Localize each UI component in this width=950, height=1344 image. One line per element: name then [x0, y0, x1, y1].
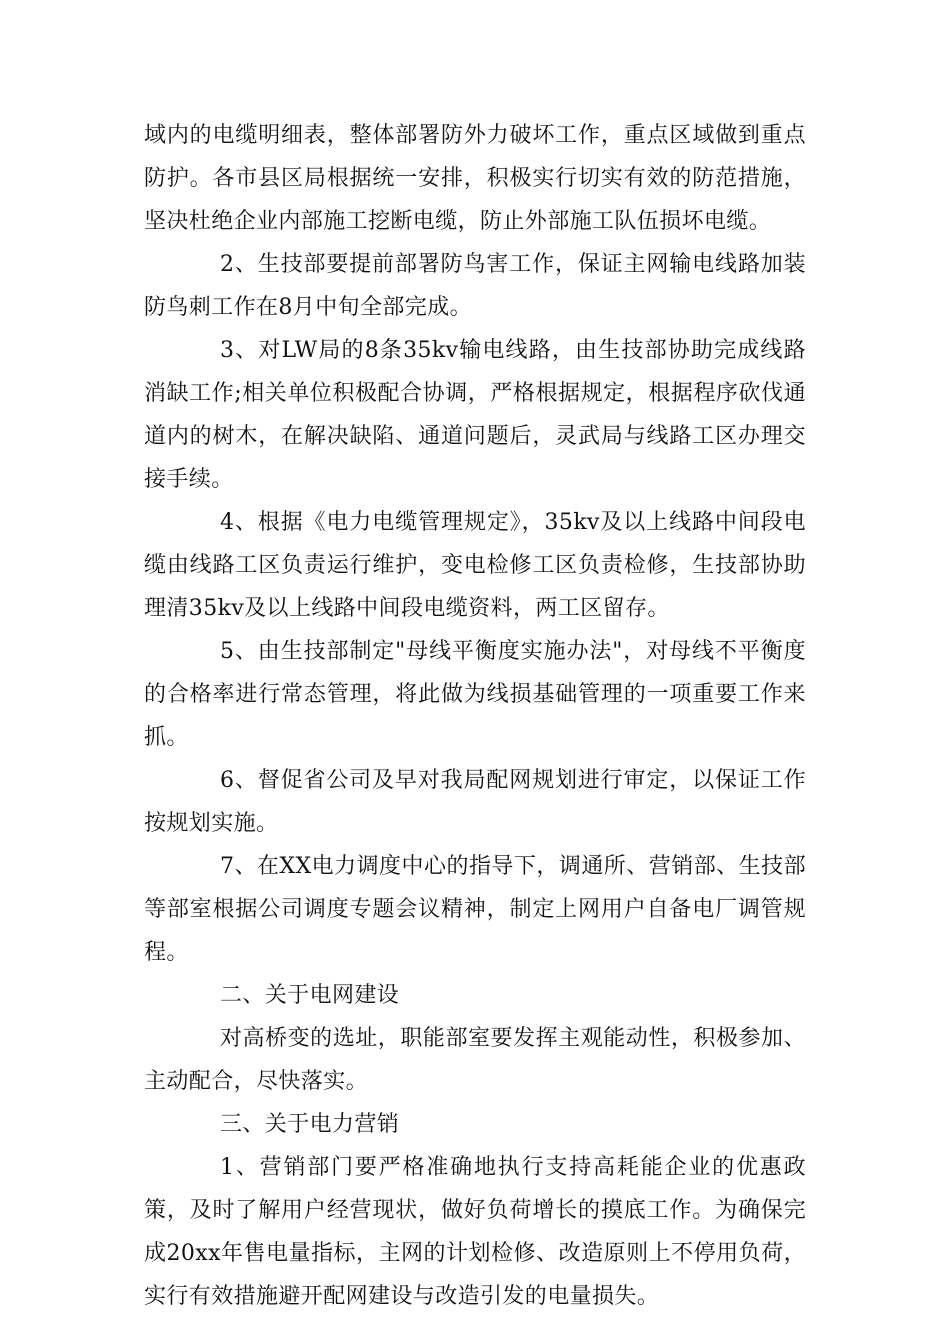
- paragraph-item-7-dispatch: 7、在XX电力调度中心的指导下，调通所、营销部、生技部等部室根据公司调度专题会议精神，制定上网用户自备电厂调管规程。: [144, 854, 806, 965]
- paragraph-item-2-bird-protection: 2、生技部要提前部署防鸟害工作，保证主网输电线路加装防鸟刺工作在8月中旬全部完成。: [144, 252, 806, 320]
- paragraph-item-4-cable-rules: 4、根据《电力电缆管理规定》，35kv及以上线路中间段电缆由线路工区负责运行维护，变电检修工区负责检修，生技部协助理清35kv及以上线路中间段电缆资料，两工区留存。: [144, 510, 806, 621]
- paragraph-substation-siting: 对高桥变的选址，职能部室要发挥主观能动性，积极参加、主动配合，尽快落实。: [144, 1026, 806, 1094]
- paragraph-cable-protection: 域内的电缆明细表，整体部署防外力破坏工作，重点区域做到重点防护。各市县区局根据统一安排，积极实行切实有效的防范措施，坚决杜绝企业内部施工挖断电缆，防止外部施工队伍损坏电缆。: [144, 123, 806, 234]
- paragraph-item-3-lw-lines: 3、对LW局的8条35kv输电线路，由生技部协助完成线路消缺工作;相关单位积极配合协调，严格根据规定，根据程序砍伐通道内的树木，在解决缺陷、通道问题后，灵武局与线路工区办理交接手续。: [144, 338, 806, 492]
- document-body: [144, 114, 806, 1318]
- section-heading-grid-construction: 二、关于电网建设: [220, 983, 400, 1008]
- section-heading-power-marketing: 三、关于电力营销: [220, 1112, 400, 1137]
- paragraph-item-5-busbar-balance: 5、由生技部制定"母线平衡度实施办法"，对母线不平衡度的合格率进行常态管理，将此做为线损基础管理的一项重要工作来抓。: [144, 639, 806, 750]
- paragraph-item-6-grid-planning: 6、督促省公司及早对我局配网规划进行审定，以保证工作按规划实施。: [144, 768, 806, 836]
- paragraph-marketing-item-1: 1、营销部门要严格准确地执行支持高耗能企业的优惠政策，及时了解用户经营现状，做好负荷增长的摸底工作。为确保完成20xx年售电量指标，主网的计划检修、改造原则上不停用负荷，实行有效措施避开配网建设与改造引发的电量损失。: [144, 1155, 806, 1309]
